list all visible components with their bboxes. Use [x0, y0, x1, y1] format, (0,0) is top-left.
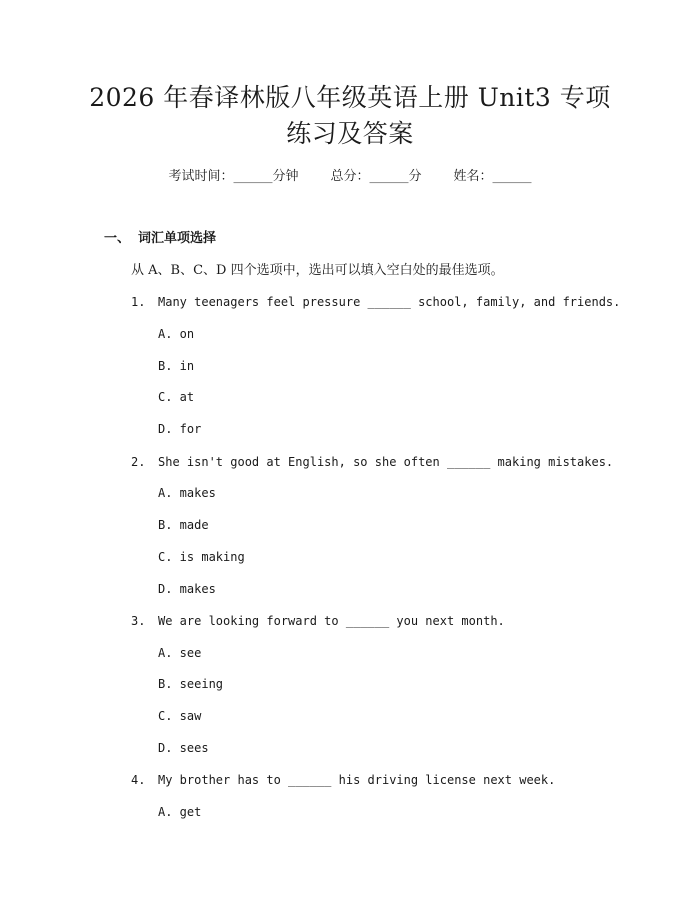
question-text: She isn't good at English, so she often ______ making mistakes.	[158, 455, 614, 469]
question-2	[131, 453, 614, 471]
question-2-option-c: C. is making	[158, 550, 245, 564]
question-2-option-d: D. makes	[158, 582, 216, 596]
question-3-option-b: B. seeing	[158, 677, 224, 691]
section-heading	[104, 230, 216, 248]
question-1-option-a: A. on	[158, 327, 195, 341]
question-3-option-c: C. saw	[158, 709, 202, 723]
question-3-option-a: A. see	[158, 646, 202, 660]
question-4	[131, 771, 611, 789]
document-title-line-2: 练习及答案	[286, 119, 414, 148]
question-2-option-b: B. made	[158, 518, 209, 532]
document-title-line-1: 2026 年春译林版八年级英语上册 Unit3 专项	[89, 83, 611, 112]
question-number: 1.	[131, 295, 146, 309]
question-1-option-b: B. in	[158, 359, 195, 373]
question-number: 3.	[131, 614, 146, 628]
question-1	[131, 293, 621, 311]
question-1-option-c: C. at	[158, 390, 195, 404]
section-number: 一、	[104, 231, 131, 246]
question-2-option-a: A. makes	[158, 486, 216, 500]
question-text: My brother has to ______ his driving license next week.	[158, 773, 556, 787]
question-4-option-a: A. get	[158, 805, 202, 819]
question-text: Many teenagers feel pressure ______ school, family, and friends.	[158, 295, 621, 309]
question-3	[131, 612, 611, 630]
question-3-option-d: D. sees	[158, 741, 209, 755]
exam-score-field: 总分：______分	[330, 169, 422, 184]
question-number: 2.	[131, 455, 146, 469]
exam-info-bar	[0, 168, 700, 186]
section-instruction: 从 A、B、C、D 四个选项中，选出可以填入空白处的最佳选项。	[131, 263, 504, 278]
question-number: 4.	[131, 773, 146, 787]
question-text: We are looking forward to ______ you next month.	[158, 614, 505, 628]
section-title: 词汇单项选择	[138, 231, 217, 246]
student-name-field: 姓名：______	[453, 169, 532, 184]
exam-time-field: 考试时间：______分钟	[168, 169, 299, 184]
question-1-option-d: D. for	[158, 422, 202, 436]
